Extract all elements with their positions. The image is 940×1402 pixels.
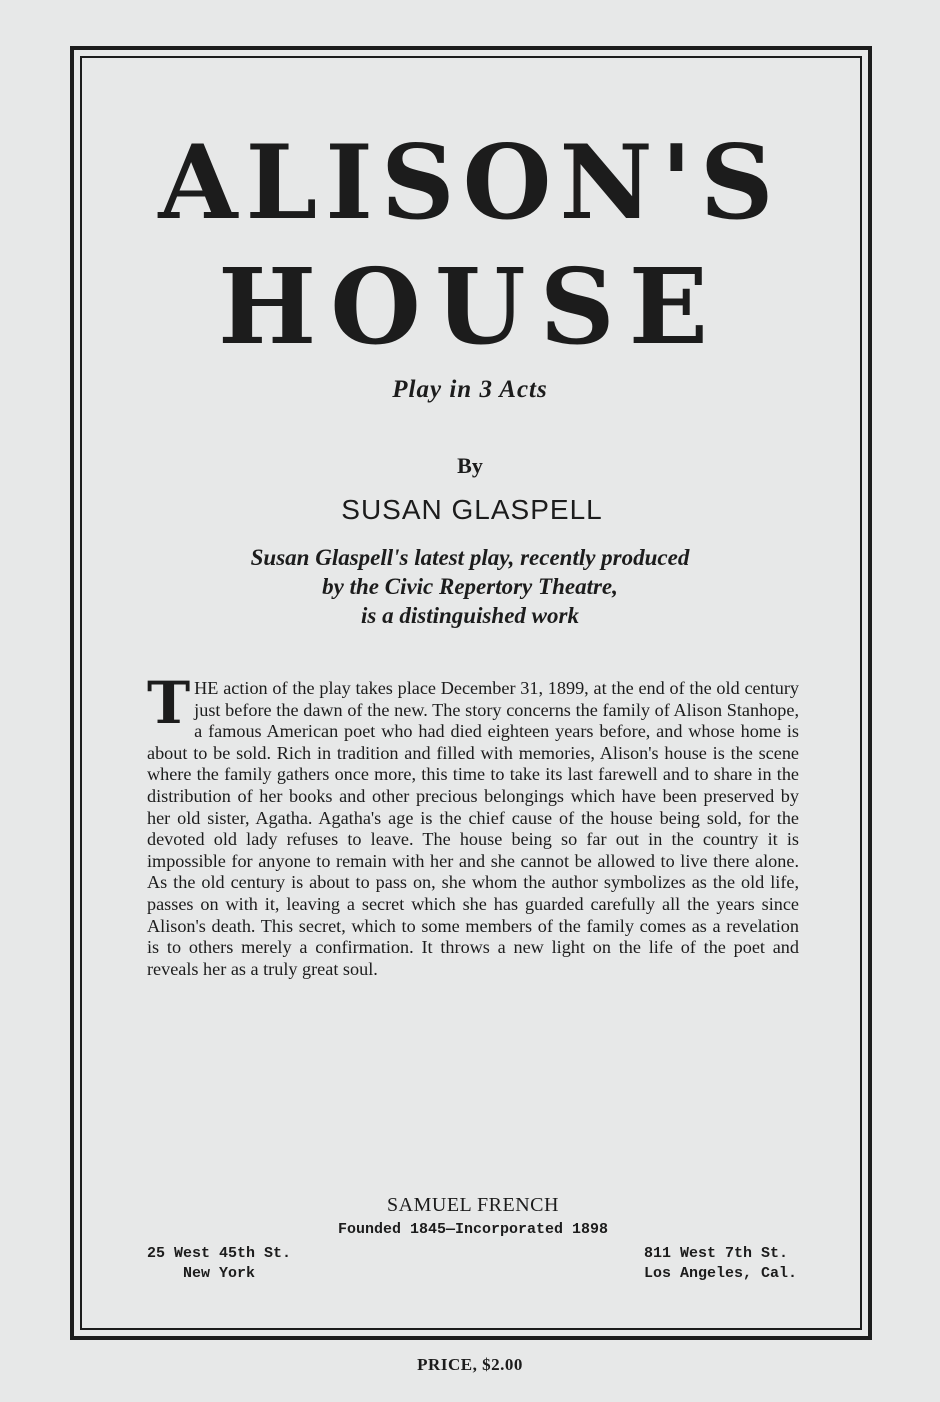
address-los-angeles xyxy=(644,1244,797,1284)
price-label: PRICE, $2.00 xyxy=(417,1355,523,1374)
address-los-angeles-street: 811 West 7th St. xyxy=(644,1245,789,1262)
by-label: By xyxy=(457,453,483,478)
tagline-line-2: by the Civic Repertory Theatre, xyxy=(322,574,618,599)
address-los-angeles-city: Los Angeles, Cal. xyxy=(644,1265,798,1282)
subtitle: Play in 3 Acts xyxy=(392,376,548,403)
publisher-founded: Founded 1845—Incorporated 1898 xyxy=(337,1221,609,1238)
tagline-line-3: is a distinguished work xyxy=(361,603,579,628)
title-line-2: HOUSE xyxy=(218,245,722,368)
drop-cap: T xyxy=(147,669,191,737)
title-line-1: ALISON'S xyxy=(158,123,782,243)
author-name: SUSAN GLASPELL xyxy=(341,494,603,525)
address-new-york-street: 25 West 45th St. xyxy=(147,1245,292,1262)
tagline-line-1: Susan Glaspell's latest play, recently produced xyxy=(250,545,690,570)
tagline xyxy=(0,543,940,630)
address-new-york xyxy=(147,1244,291,1284)
description-text: HE action of the play takes place December 31, 1899, at the end of the old century just before the dawn of the new. The story concerns the family of Alison Stanhope, a famous American poet who had died eighteen years before, and whose home is about to be sold. Rich in tradition and filled with memories, Alison's house is the scene where the family gathers once more, this time to take its last farewell and to share in the distribution of her books and other precious belongings which have been preserved by her old sister, Agatha. Agatha's age is the chief cause of the house being sold, for the devoted old lady refuses to leave. The house being so far out in the country it is impossible for anyone to remain with her and she cannot be allowed to live there alone. As the old century is about to pass on, she whom the author symbolizes as the old life, passes on with it, leaving a secret which she has guarded carefully all the years since Alison's death. This secret, which to some members of the family comes as a revelation is to others merely a confirmation. It throws a new light on the life of the poet and reveals her as a truly great soul. xyxy=(147,678,799,979)
address-new-york-city: New York xyxy=(183,1265,256,1282)
publisher-name: SAMUEL FRENCH xyxy=(387,1194,559,1216)
play-description xyxy=(147,669,799,980)
